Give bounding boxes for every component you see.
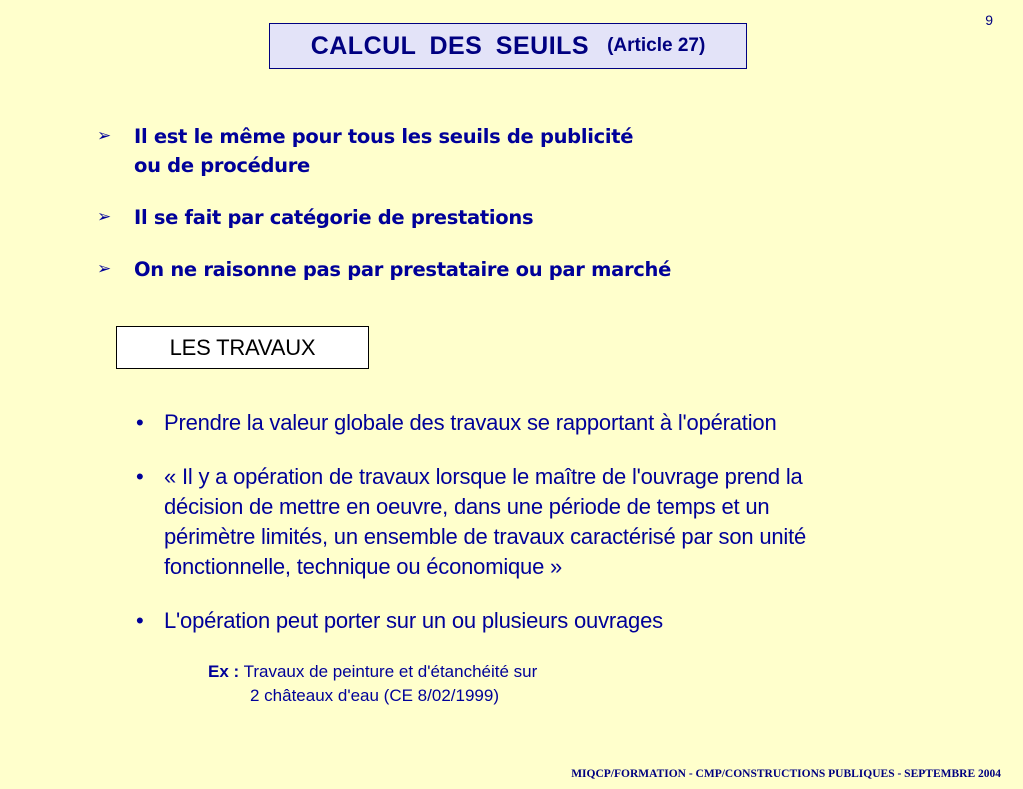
page-title: CALCUL DES SEUILS bbox=[310, 31, 590, 60]
principle-item bbox=[97, 203, 671, 232]
example-text: Travaux de peinture et d'étanchéité sur bbox=[243, 662, 538, 681]
arrow-bullet-icon: ➢ bbox=[97, 126, 111, 146]
bullet-dot-icon: • bbox=[136, 608, 144, 633]
bullet-text: décision de mettre en oeuvre, dans une période de temps et un bbox=[164, 494, 770, 519]
bullet-item bbox=[136, 462, 806, 582]
example-label: Ex : bbox=[208, 662, 240, 681]
bullet-dot-icon: • bbox=[136, 464, 144, 489]
bullet-text: « Il y a opération de travaux lorsque le maître de l'ouvrage prend la bbox=[164, 464, 803, 489]
principle-text: ou de procédure bbox=[134, 154, 310, 177]
page-number: 9 bbox=[985, 12, 993, 28]
principle-item bbox=[97, 255, 671, 284]
principle-text: Il se fait par catégorie de prestations bbox=[134, 206, 534, 229]
principles-list bbox=[97, 122, 671, 284]
title-box bbox=[269, 23, 747, 69]
arrow-bullet-icon: ➢ bbox=[97, 207, 111, 227]
bullet-item bbox=[136, 606, 806, 636]
travaux-bullet-list bbox=[136, 408, 806, 636]
bullet-text: fonctionnelle, technique ou économique » bbox=[164, 554, 563, 579]
section-heading: LES TRAVAUX bbox=[116, 326, 369, 369]
bullet-text: L'opération peut porter sur un ou plusieurs ouvrages bbox=[164, 608, 663, 633]
principle-text: On ne raisonne pas par prestataire ou par marché bbox=[134, 258, 672, 281]
example-note bbox=[208, 660, 537, 708]
page-subtitle: (Article 27) bbox=[607, 35, 706, 56]
example-text: 2 châteaux d'eau (CE 8/02/1999) bbox=[250, 686, 499, 705]
principle-text: Il est le même pour tous les seuils de publicité bbox=[134, 125, 634, 148]
bullet-text: Prendre la valeur globale des travaux se rapportant à l'opération bbox=[164, 410, 777, 435]
principle-item bbox=[97, 122, 671, 180]
bullet-item bbox=[136, 408, 806, 438]
footer: MIQCP/FORMATION - CMP/CONSTRUCTIONS PUBLIQUES - SEPTEMBRE 2004 bbox=[571, 768, 1001, 780]
arrow-bullet-icon: ➢ bbox=[97, 259, 111, 279]
bullet-text: périmètre limités, un ensemble de travaux caractérisé par son unité bbox=[164, 524, 807, 549]
bullet-dot-icon: • bbox=[136, 410, 144, 435]
